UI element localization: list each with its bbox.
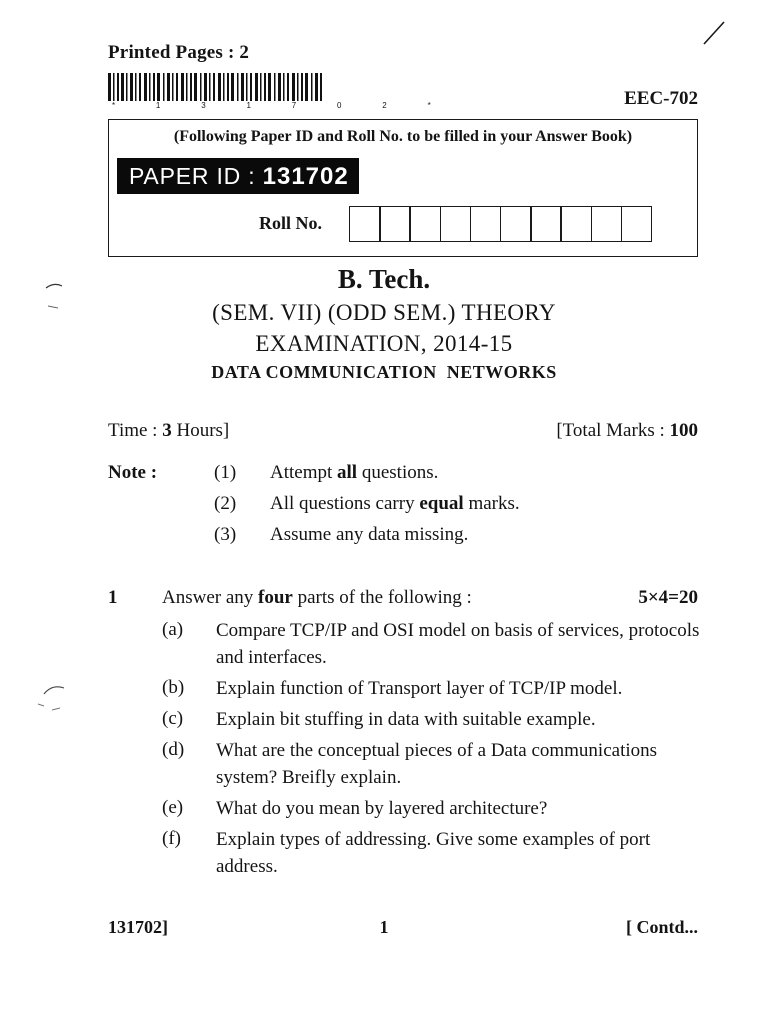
question-text-pre: Answer any (162, 587, 259, 608)
roll-no-cell[interactable] (440, 206, 472, 242)
marks-value: 100 (669, 420, 698, 441)
note-text-post: marks. (463, 493, 520, 514)
note-number: (3) (214, 524, 237, 545)
roll-no-cell[interactable] (560, 206, 592, 242)
roll-no-cell[interactable] (530, 206, 562, 242)
note-text-bold: all (337, 462, 358, 483)
note-text (270, 524, 468, 546)
roll-no-label: Roll No. (259, 213, 322, 233)
roll-no-cells[interactable] (349, 206, 651, 242)
paper-code: EEC-702 (624, 88, 698, 109)
part-text: What are the conceptual pieces of a Data communications system? Breifly explain. (216, 740, 658, 788)
note-text-pre: Attempt (270, 462, 338, 483)
part-text: Explain bit stuffing in data with suitable example. (216, 709, 596, 730)
paper-id-value: 131702 (262, 163, 349, 190)
footer-contd: [ Contd... (625, 917, 698, 937)
barcode (108, 73, 322, 101)
part-label: (b) (162, 677, 185, 698)
exam-title-line1: (SEM. VII) (ODD SEM.) THEORY (212, 300, 556, 325)
paper-id-banner (117, 158, 359, 194)
note-text-pre: All questions carry (270, 493, 420, 514)
note-text (270, 493, 520, 515)
part-text: Explain types of addressing. Give some examples of port address. (216, 829, 651, 877)
roll-no-cell[interactable] (409, 206, 441, 242)
paper-id-box (108, 119, 698, 257)
footer-page-number: 1 (379, 917, 389, 937)
question-instruction (162, 587, 472, 609)
part-label: (d) (162, 739, 185, 760)
part-text: Explain function of Transport layer of TCP/IP model. (216, 678, 623, 699)
punch-hole-mark (30, 676, 70, 716)
part-text: What do you mean by layered architecture? (216, 798, 548, 819)
time-allowed (108, 420, 229, 442)
total-marks (500, 420, 698, 442)
paper-id-label: PAPER ID : (129, 163, 263, 189)
printed-pages-label: Printed Pages : 2 (108, 42, 250, 63)
time-value: 3 (162, 420, 172, 441)
part-label: (a) (162, 619, 184, 640)
note-number: (1) (214, 462, 237, 483)
question-text-bold: four (258, 587, 293, 608)
footer-paper-id: 131702] (108, 917, 168, 937)
part-label: (f) (162, 828, 181, 849)
question-number: 1 (108, 587, 118, 608)
degree-title: B. Tech. (337, 264, 431, 294)
part-label: (e) (162, 797, 184, 818)
marks-prefix: [Total Marks : (556, 420, 670, 441)
part-text: Compare TCP/IP and OSI model on basis of services, protocols and interfaces. (216, 620, 700, 668)
note-number: (2) (214, 493, 237, 514)
note-text-post: questions. (357, 462, 439, 483)
roll-no-cell[interactable] (621, 206, 653, 242)
question-marks: 5×4=20 (638, 587, 698, 608)
barcode-digits: * 1 3 1 7 0 2 * (112, 101, 450, 110)
roll-no-cell[interactable] (591, 206, 623, 242)
answer-book-instruction: (Following Paper ID and Roll No. to be filled in your Answer Book) (173, 128, 633, 145)
roll-no-cell[interactable] (349, 206, 381, 242)
note-text-pre: Assume any data missing. (270, 524, 469, 545)
note-text (270, 462, 438, 484)
note-label: Note : (108, 462, 158, 483)
time-prefix: Time : (108, 420, 163, 441)
subject-title: DATA COMMUNICATION NETWORKS (211, 362, 557, 382)
roll-no-cell[interactable] (379, 206, 411, 242)
question-text-post: parts of the following : (292, 587, 472, 608)
pen-mark (698, 18, 728, 48)
exam-title-line2: EXAMINATION, 2014-15 (255, 331, 513, 356)
note-text-bold: equal (419, 493, 464, 514)
roll-no-cell[interactable] (470, 206, 502, 242)
time-suffix: Hours] (171, 420, 230, 441)
part-label: (c) (162, 708, 184, 729)
roll-no-cell[interactable] (500, 206, 532, 242)
